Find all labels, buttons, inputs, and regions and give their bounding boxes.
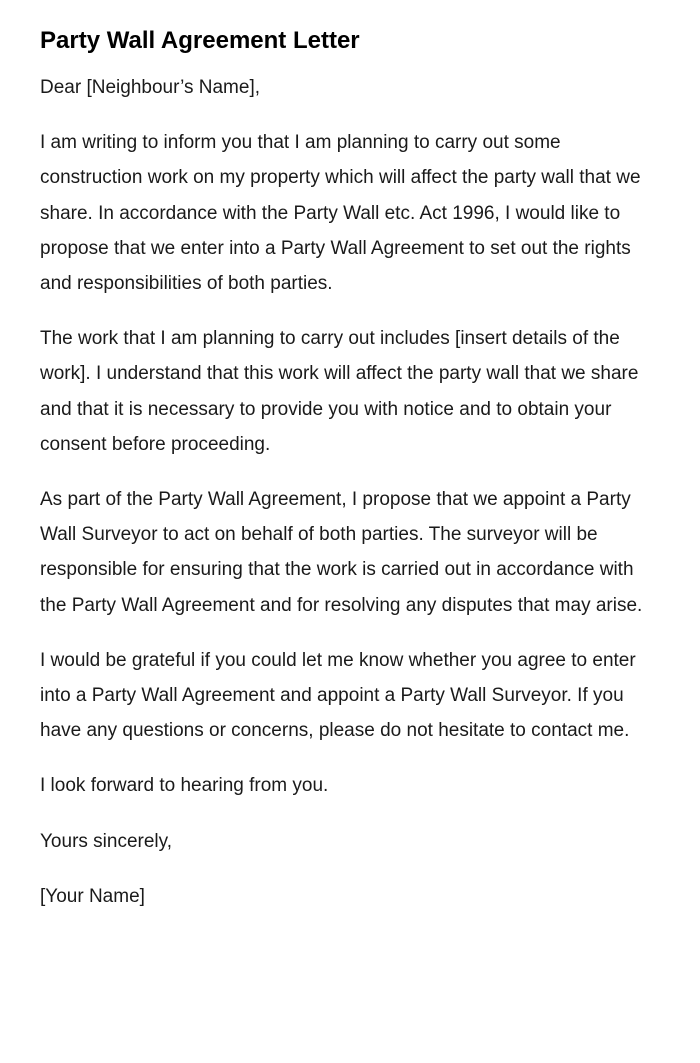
letter-greeting: Dear [Neighbour’s Name], (40, 77, 261, 98)
letter-paragraph-3: As part of the Party Wall Agreement, I propose that we appoint a Party Wall Surveyor to act on behalf of both parties. The surveyor will be responsible for ensuring that the work is carried out in accordance with the Party Wall Agreement and for resolving any disputes that may arise. (40, 489, 643, 616)
letter-signature: [Your Name] (40, 885, 145, 907)
letter-paragraph-5: I look forward to hearing from you. (40, 775, 329, 797)
letter-signoff: Yours sincerely, (40, 830, 173, 852)
page-title: Party Wall Agreement Letter (40, 27, 360, 54)
letter-paragraph-4: I would be grateful if you could let me know whether you agree to enter into a Party Wall Agreement and appoint a Party Wall Surveyor. If you have any questions or concerns, please do not hesitate to contact me. (40, 649, 636, 742)
letter-document (40, 26, 650, 914)
letter-paragraph-1: I am writing to inform you that I am planning to carry out some construction work on my property which will affect the party wall that we share. In accordance with the Party Wall etc. Act 1996, I would like to propose that we enter into a Party Wall Agreement to set out the rights and responsibilities of both parties. (40, 132, 641, 295)
letter-paragraph-2: The work that I am planning to carry out includes [insert details of the work]. I understand that this work will affect the party wall that we share and that it is necessary to provide you with notice and to obtain your consent before proceeding. (40, 328, 639, 455)
